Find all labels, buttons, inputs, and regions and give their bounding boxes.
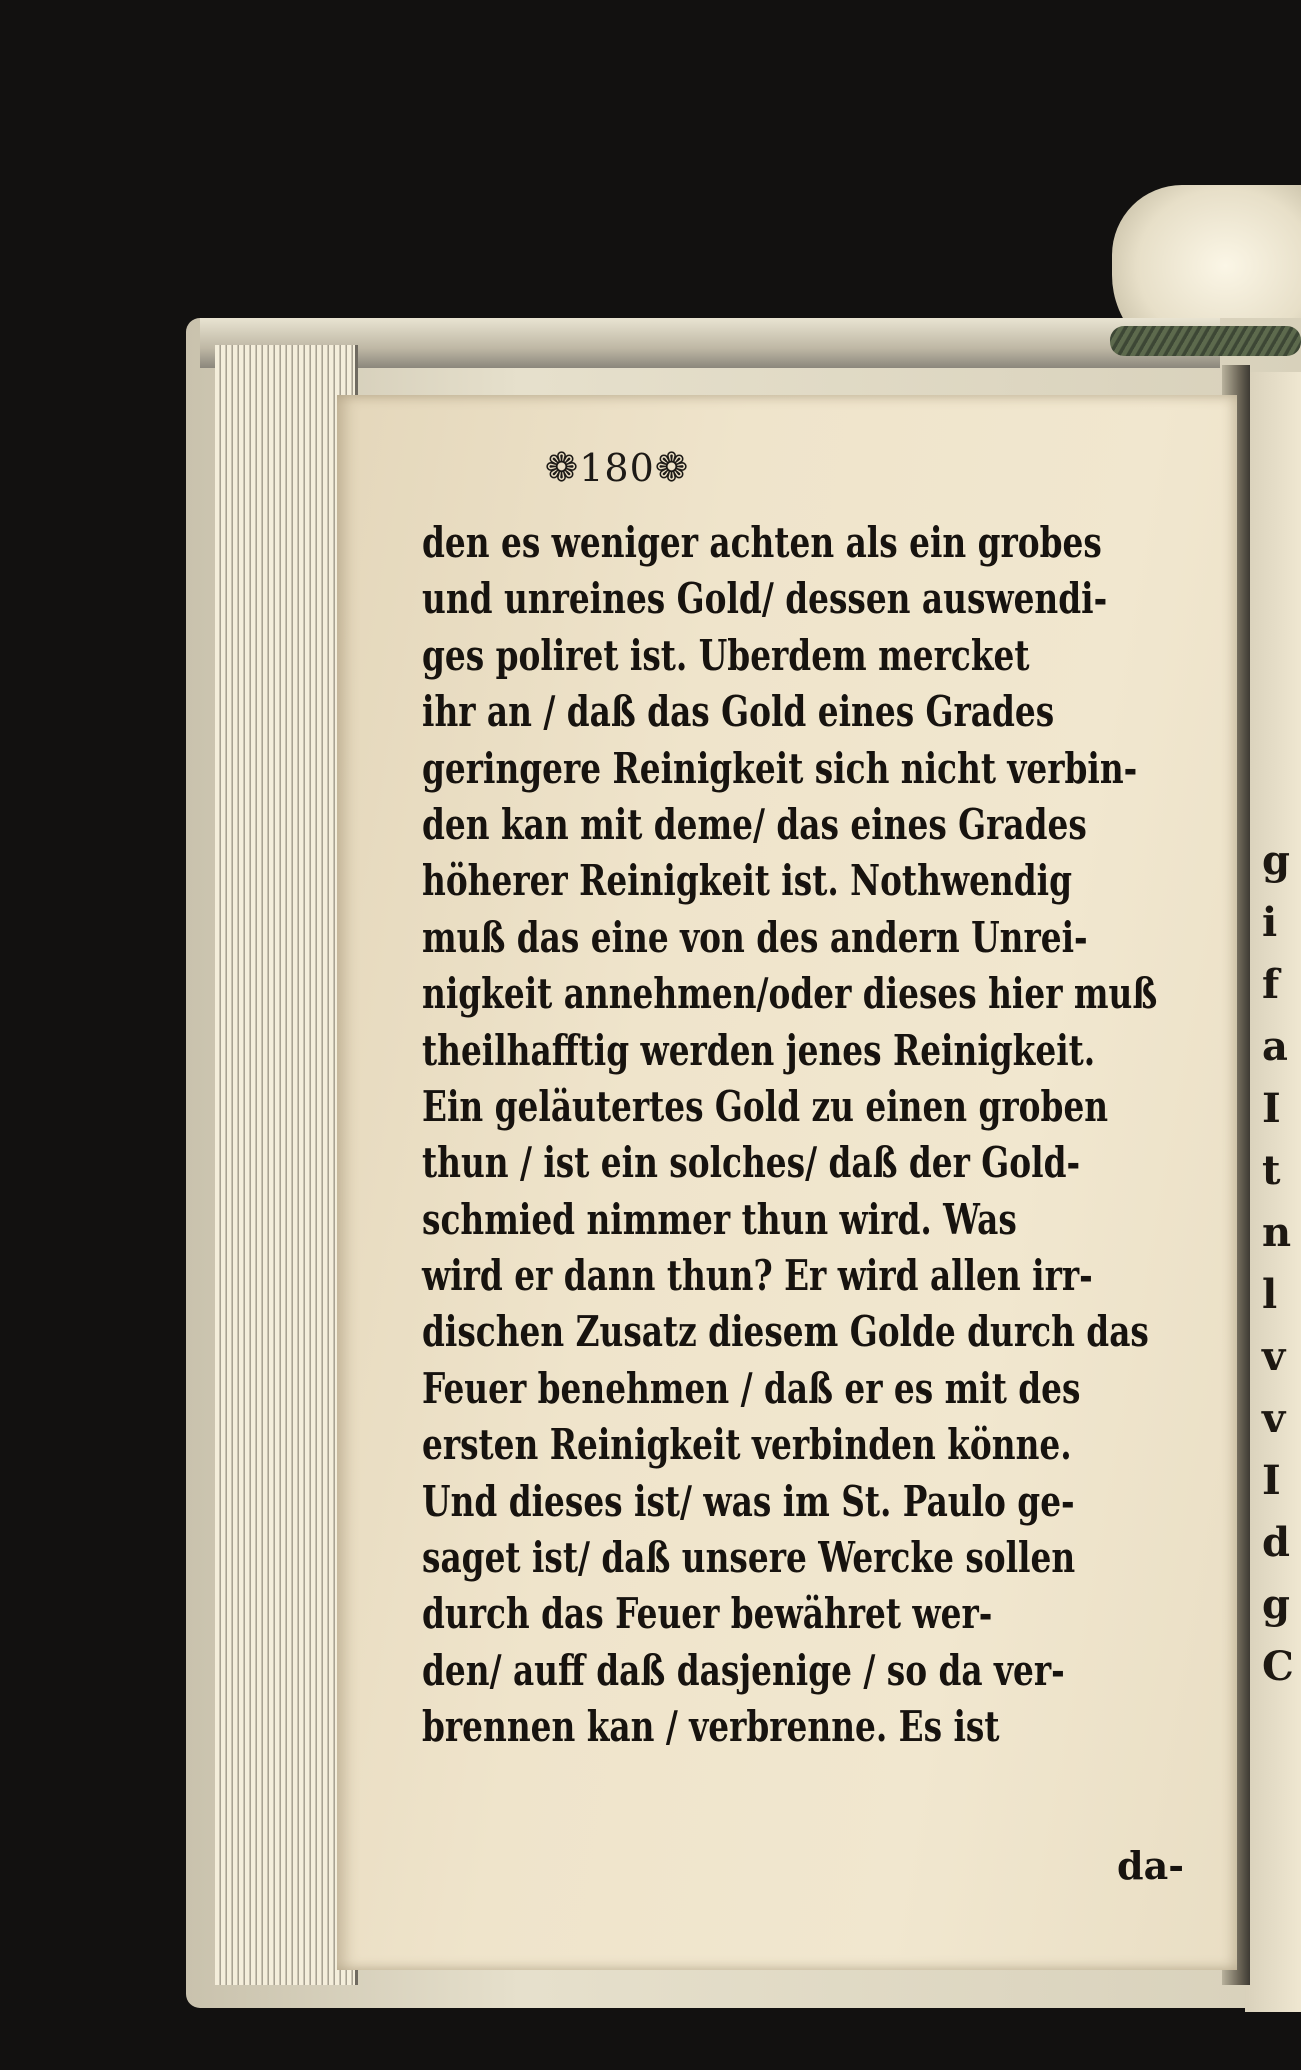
text-line: höherer Reinigkeit ist. Nothwendig	[422, 856, 1073, 906]
text-line: saget ist/ daß unsere Wercke sollen	[422, 1533, 1076, 1583]
fragment: d	[1262, 1519, 1290, 1566]
fragment: v	[1262, 1333, 1286, 1380]
fragment: f	[1262, 961, 1280, 1008]
text-line: theilhafftig werden jenes Reinigkeit.	[422, 1025, 1096, 1075]
text-line: durch das Feuer bewähret wer-	[422, 1589, 993, 1639]
fragment: a	[1262, 1023, 1288, 1070]
page-header	[337, 445, 897, 491]
ornament-icon: ❁	[654, 445, 690, 491]
text-line: ersten Reinigkeit verbinden könne.	[422, 1420, 1072, 1470]
text-line: Feuer benehmen / daß er es mit des	[422, 1363, 1081, 1413]
text-line: den es weniger achten als ein grobes	[422, 518, 1102, 567]
text-line: muß das eine von des andern Unrei-	[422, 912, 1088, 962]
fragment: C	[1262, 1643, 1294, 1690]
text-line: schmied nimmer thun wird. Was	[422, 1194, 1017, 1244]
text-line: brennen kan / verbrenne. Es ist	[422, 1702, 1000, 1752]
text-line: Ein geläutertes Gold zu einen groben	[422, 1081, 1109, 1131]
catchword: da-	[1117, 1843, 1184, 1888]
fragment: v	[1262, 1395, 1286, 1442]
text-line: den/ auff daß dasjenige / so da ver-	[422, 1645, 1065, 1695]
fragment: I	[1262, 1085, 1281, 1132]
facing-page-fragments	[1262, 830, 1301, 1698]
text-line: thun / ist ein solches/ daß der Gold-	[422, 1138, 1081, 1188]
text-line: dischen Zusatz diesem Golde durch das	[422, 1307, 1149, 1357]
clasp-cord	[1110, 326, 1301, 356]
fragment: I	[1262, 1457, 1281, 1504]
fragment: i	[1262, 899, 1278, 946]
page-number: 180	[579, 446, 655, 490]
text-line: nigkeit annehmen/oder dieses hier muß	[422, 969, 1158, 1019]
fragment: g	[1262, 1581, 1290, 1628]
text-line: den kan mit deme/ das eines Grades	[422, 799, 1087, 849]
fragment: n	[1262, 1209, 1292, 1256]
fragment: l	[1262, 1271, 1278, 1318]
text-line: Und dieses ist/ was im St. Paulo ge-	[422, 1476, 1075, 1526]
text-line: ihr an / daß das Gold eines Grades	[422, 687, 1055, 737]
body-text	[422, 515, 1301, 1756]
text-line: wird er dann thun? Er wird allen irr-	[422, 1251, 1093, 1301]
ornament-icon: ❁	[544, 445, 580, 491]
text-line: und unreines Gold/ dessen auswendi-	[422, 574, 1108, 624]
text-line: geringere Reinigkeit sich nicht verbin-	[422, 743, 1138, 793]
fragment: t	[1262, 1147, 1281, 1194]
printed-page	[337, 395, 1237, 1970]
fragment: g	[1262, 837, 1290, 884]
text-line: ges poliret ist. Uberdem mercket	[422, 630, 1030, 680]
